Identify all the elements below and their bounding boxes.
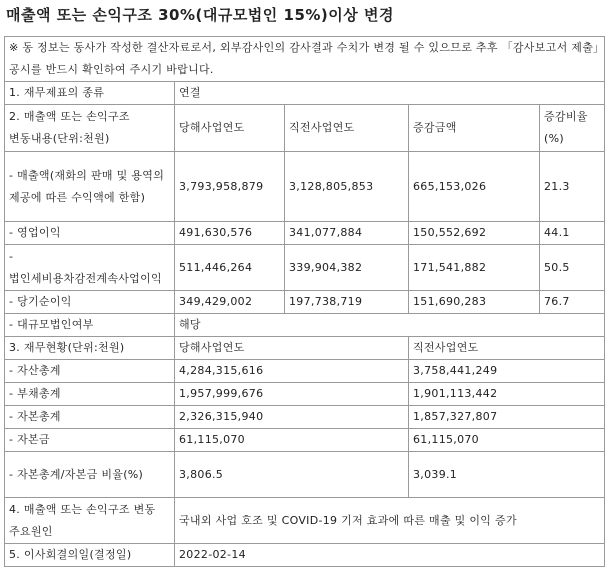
row-rate: 21.3	[540, 152, 605, 222]
row-label-equity-ratio: - 자본총계/자본금 비율(%)	[5, 452, 175, 498]
board-row	[5, 544, 605, 567]
row-label-capital-stock: - 자본금	[5, 429, 175, 452]
disclosure-table	[4, 36, 605, 567]
table-row	[5, 452, 605, 498]
row-diff: 151,690,283	[409, 291, 540, 314]
row-label-operating-profit: - 영업이익	[5, 222, 175, 245]
table-row	[5, 429, 605, 452]
statement-type-value: 연결	[175, 82, 605, 105]
notice-text: ※ 동 정보는 동사가 작성한 결산자료로서, 외부감사인의 감사결과 수치가 변경 될 수 있으므로 추후 「감사보고서 제출」공시를 반드시 확인하여 주시기 바랍니다.	[5, 37, 605, 82]
large-corp-value: 해당	[175, 314, 605, 337]
statement-type-row	[5, 82, 605, 105]
reason-row	[5, 498, 605, 544]
row-previous: 197,738,719	[285, 291, 409, 314]
row-label-revenue: - 매출액(재화의 판매 및 용역의 제공에 따른 수익액에 한함)	[5, 152, 175, 222]
row-label-pretax-income: - 법인세비용차감전계속사업이익	[5, 245, 175, 291]
changes-header-previous: 직전사업연도	[285, 105, 409, 152]
row-current: 61,115,070	[175, 429, 409, 452]
row-previous: 1,857,327,807	[409, 406, 605, 429]
table-row	[5, 222, 605, 245]
board-label: 5. 이사회결의일(결정일)	[5, 544, 175, 567]
row-previous: 3,128,805,853	[285, 152, 409, 222]
changes-header-row	[5, 105, 605, 152]
changes-header-rate: 증감비율(%)	[540, 105, 605, 152]
row-previous: 341,077,884	[285, 222, 409, 245]
row-previous: 3,758,441,249	[409, 360, 605, 383]
table-row	[5, 360, 605, 383]
table-row	[5, 383, 605, 406]
table-row	[5, 406, 605, 429]
row-label-total-assets: - 자산총계	[5, 360, 175, 383]
financials-header-current: 당해사업연도	[175, 337, 409, 360]
row-label-net-income: - 당기순이익	[5, 291, 175, 314]
page-title: 매출액 또는 손익구조 30%(대규모법인 15%)이상 변경	[6, 6, 394, 24]
financials-header-previous: 직전사업연도	[409, 337, 605, 360]
row-current: 511,446,264	[175, 245, 285, 291]
row-previous: 3,039.1	[409, 452, 605, 498]
row-label-total-equity: - 자본총계	[5, 406, 175, 429]
changes-header-label: 2. 매출액 또는 손익구조 변동내용(단위:천원)	[5, 105, 175, 152]
row-diff: 665,153,026	[409, 152, 540, 222]
row-current: 3,806.5	[175, 452, 409, 498]
notice-row	[5, 37, 605, 82]
table-row	[5, 291, 605, 314]
financials-header-label: 3. 재무현황(단위:천원)	[5, 337, 175, 360]
row-current: 3,793,958,879	[175, 152, 285, 222]
row-current: 349,429,002	[175, 291, 285, 314]
statement-type-label: 1. 재무제표의 종류	[5, 82, 175, 105]
table-row	[5, 245, 605, 291]
row-label-total-liabilities: - 부채총계	[5, 383, 175, 406]
row-current: 491,630,576	[175, 222, 285, 245]
changes-header-diff: 증감금액	[409, 105, 540, 152]
row-current: 2,326,315,940	[175, 406, 409, 429]
financials-header-row	[5, 337, 605, 360]
row-previous: 1,901,113,442	[409, 383, 605, 406]
large-corp-label: - 대규모법인여부	[5, 314, 175, 337]
changes-header-current: 당해사업연도	[175, 105, 285, 152]
board-value: 2022-02-14	[175, 544, 605, 567]
reason-value: 국내외 사업 호조 및 COVID-19 기저 효과에 따른 매출 및 이익 증가	[175, 498, 605, 544]
row-previous: 339,904,382	[285, 245, 409, 291]
row-diff: 150,552,692	[409, 222, 540, 245]
row-rate: 50.5	[540, 245, 605, 291]
large-corp-row	[5, 314, 605, 337]
row-previous: 61,115,070	[409, 429, 605, 452]
row-current: 4,284,315,616	[175, 360, 409, 383]
row-rate: 76.7	[540, 291, 605, 314]
row-rate: 44.1	[540, 222, 605, 245]
table-row	[5, 152, 605, 222]
row-current: 1,957,999,676	[175, 383, 409, 406]
reason-label: 4. 매출액 또는 손익구조 변동 주요원인	[5, 498, 175, 544]
row-diff: 171,541,882	[409, 245, 540, 291]
